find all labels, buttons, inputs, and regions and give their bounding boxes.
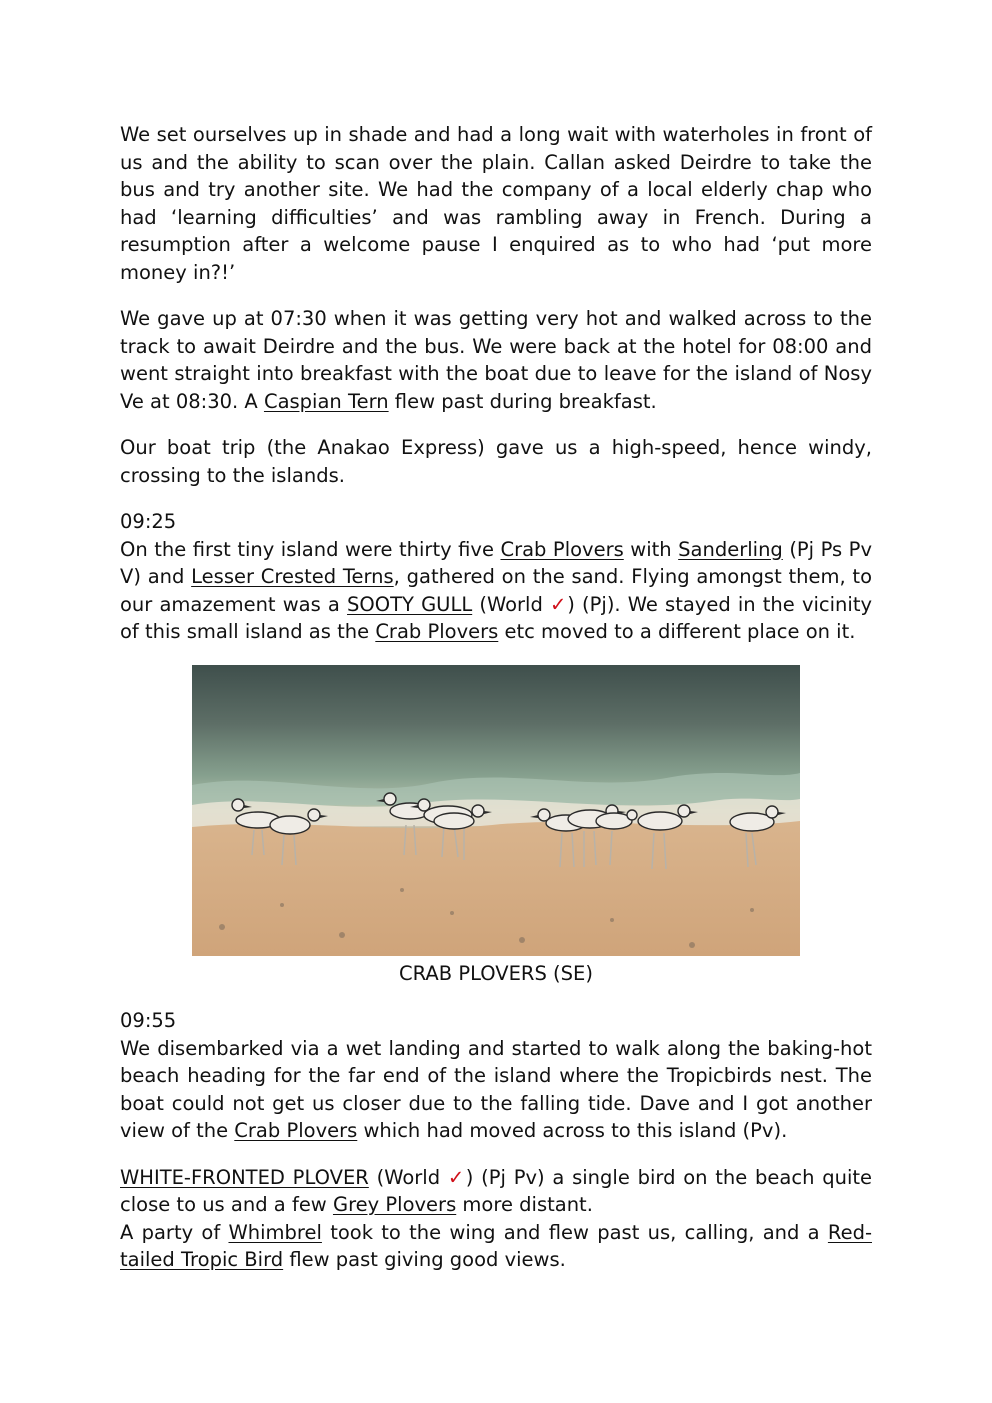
time-heading-0925: 09:25	[120, 510, 177, 533]
species-white-fronted-plover: WHITE-FRONTED PLOVER	[120, 1165, 369, 1189]
text-segment: flew past during breakfast.	[388, 389, 657, 413]
species-lesser-crested-terns: Lesser Crested Terns	[191, 565, 394, 588]
paragraph-first-island	[120, 536, 872, 646]
text-segment: took to the wing and flew past us, calling, and a	[321, 1220, 828, 1244]
species-crab-plovers: Crab Plovers	[375, 620, 499, 643]
text-segment: more distant.	[456, 1193, 593, 1216]
photo-caption: CRAB PLOVERS (SE)	[399, 961, 593, 985]
text-segment: A party of	[120, 1220, 229, 1244]
text-segment: On the first tiny island were thirty five	[120, 537, 501, 561]
species-grey-plovers: Grey Plovers	[332, 1193, 457, 1216]
time-heading-0955: 09:55	[120, 1009, 177, 1032]
paragraph-white-fronted-plover	[120, 1164, 872, 1219]
text-segment: (World	[472, 592, 550, 616]
text-segment: We gave up at 07:30 when it was getting very hot and walked across to the track to await Deirdre and the bus. We were back at the hotel for 08:00 and went straight into breakfast with the boat due to leave for the island of Nosy Ve at 08:30. A	[120, 307, 872, 413]
paragraph-waterholes: We set ourselves up in shade and had a long wait with waterholes in front of us and the ability to scan over the plain. Callan asked Deirdre to take the bus and try another site. We had the company of a local elderly chap who had ‘learning difficulties’ and was rambling away in French. During a resumption after a welcome pause I enquired as to who had ‘put more money in?!’	[120, 123, 872, 284]
species-crab-plovers: Crab Plovers	[234, 1119, 358, 1142]
text-segment: We disembarked via a wet landing and started to walk along the baking-hot beach heading for the far end of the island where the Tropicbirds nest. The boat could not get us closer due to the falling tide. Dave and I got another view of the	[120, 1036, 872, 1142]
species-sooty-gull: SOOTY GULL	[347, 592, 473, 616]
text-segment: ) (Pj Pv) a single bird on the beach quite close to us and a few	[120, 1165, 873, 1216]
paragraph-whimbrel	[120, 1219, 872, 1274]
paragraph-boat-trip: Our boat trip (the Anakao Express) gave us a high-speed, hence windy, crossing to the islands.	[120, 436, 872, 487]
photo-figure	[192, 665, 800, 988]
document-page	[120, 121, 872, 1293]
paragraph-wet-landing	[120, 1035, 872, 1145]
species-sanderling: Sanderling	[678, 537, 783, 561]
text-segment: , gathered on the sand. Flying amongst them, to our amazement was a	[120, 565, 873, 616]
text-segment: (Pj Ps Pv V) and	[120, 537, 872, 588]
species-whimbrel: Whimbrel	[228, 1220, 322, 1244]
crab-plovers-photo	[192, 665, 800, 956]
paragraph-breakfast	[120, 305, 872, 415]
checkmark-icon: ✓	[549, 592, 568, 616]
text-segment: etc moved to a different place on it.	[498, 620, 856, 643]
text-segment: flew past giving good views.	[283, 1248, 566, 1271]
text-segment: ) (Pj). We stayed in the vicinity of this small island as the	[120, 592, 872, 643]
species-caspian-tern: Caspian Tern	[263, 389, 389, 413]
checkmark-icon: ✓	[447, 1165, 466, 1189]
text-segment: (World	[368, 1165, 448, 1189]
text-segment: with	[623, 537, 679, 561]
species-crab-plovers: Crab Plovers	[500, 537, 624, 561]
species-red-tailed-tropic-bird: Red-tailed Tropic Bird	[120, 1220, 872, 1271]
text-segment: which had moved across to this island (Pv).	[357, 1119, 788, 1142]
